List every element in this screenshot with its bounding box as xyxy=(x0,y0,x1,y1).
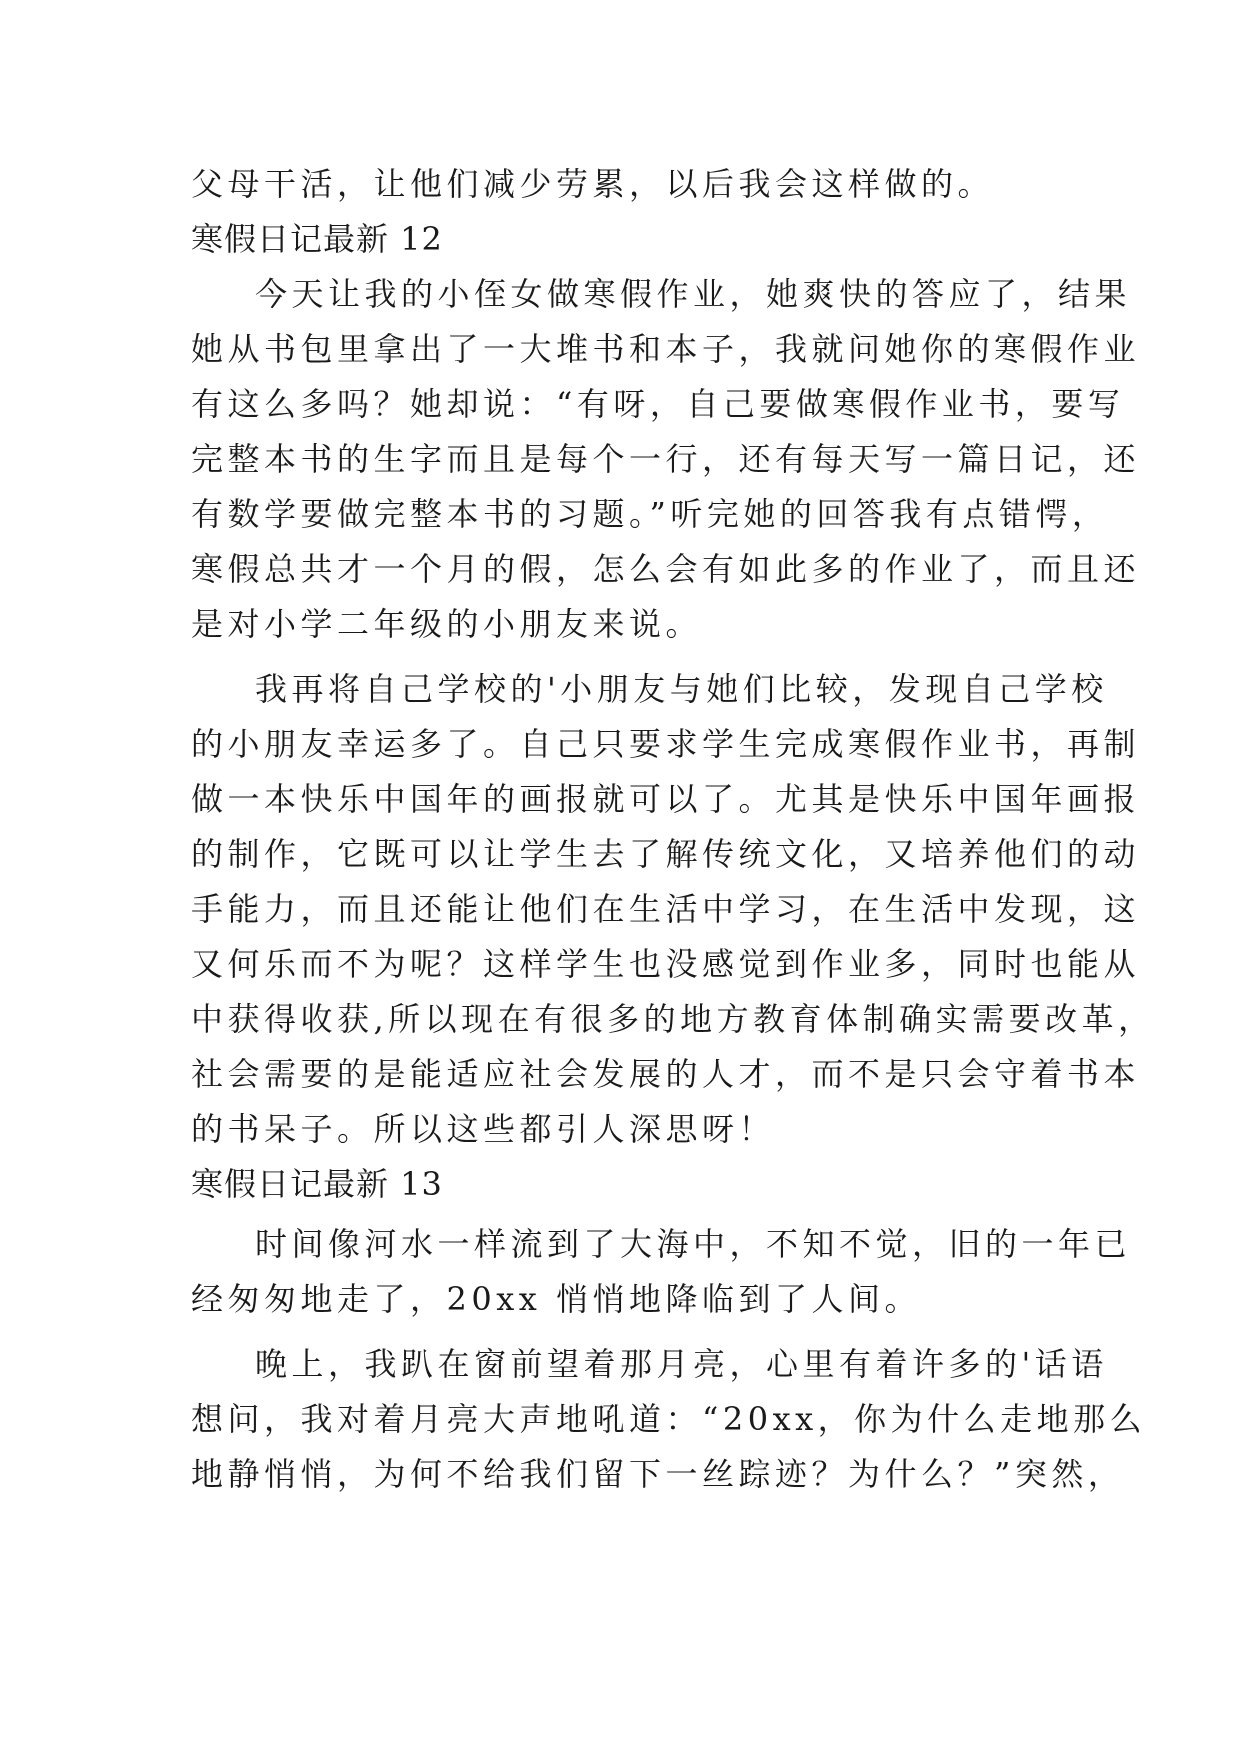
body-text-line: 的制作，它既可以让学生去了解传统文化，又培养他们的动 xyxy=(191,835,1141,873)
body-text-line: 中获得收获,所以现在有很多的地方教育体制确实需要改革， xyxy=(191,1000,1155,1038)
body-text-line: 寒假总共才一个月的假，怎么会有如此多的作业了，而且还 xyxy=(191,550,1141,588)
body-text-line: 又何乐而不为呢？这样学生也没感觉到作业多，同时也能从 xyxy=(191,945,1141,983)
body-text-line: 地静悄悄，为何不给我们留下一丝踪迹？为什么？”突然， xyxy=(191,1455,1125,1493)
paragraph-first-line: 时间像河水一样流到了大海中，不知不觉，旧的一年已 xyxy=(255,1225,1132,1263)
body-text-line: 做一本快乐中国年的画报就可以了。尤其是快乐中国年画报 xyxy=(191,780,1141,818)
body-text-line: 父母干活，让他们减少劳累，以后我会这样做的。 xyxy=(191,165,995,203)
body-text-line: 手能力，而且还能让他们在生活中学习，在生活中发现，这 xyxy=(191,890,1141,928)
section-heading: 寒假日记最新 12 xyxy=(191,220,443,258)
paragraph-first-line: 今天让我的小侄女做寒假作业，她爽快的答应了，结果 xyxy=(255,275,1132,313)
paragraph-first-line: 我再将自己学校的'小朋友与她们比较，发现自己学校 xyxy=(255,670,1108,708)
body-text-line: 的小朋友幸运多了。自己只要求学生完成寒假作业书，再制 xyxy=(191,725,1141,763)
body-text-line: 完整本书的生字而且是每个一行，还有每天写一篇日记，还 xyxy=(191,440,1141,478)
body-text-line: 有这么多吗？她却说：“有呀，自己要做寒假作业书，要写 xyxy=(191,385,1125,423)
body-text-line: 社会需要的是能适应社会发展的人才，而不是只会守着书本 xyxy=(191,1055,1141,1093)
body-text-line: 她从书包里拿出了一大堆书和本子，我就问她你的寒假作业 xyxy=(191,330,1141,368)
body-text-line: 想问，我对着月亮大声地吼道：“20xx，你为什么走地那么 xyxy=(191,1400,1147,1438)
body-text-line: 是对小学二年级的小朋友来说。 xyxy=(191,605,703,643)
body-text-line: 经匆匆地走了，20xx 悄悄地降临到了人间。 xyxy=(191,1280,921,1318)
body-text-line: 有数学要做完整本书的习题。”听完她的回答我有点错愕， xyxy=(191,495,1109,533)
paragraph-first-line: 晚上，我趴在窗前望着那月亮，心里有着许多的'话语 xyxy=(255,1345,1108,1383)
section-heading: 寒假日记最新 13 xyxy=(191,1165,443,1203)
body-text-line: 的书呆子。所以这些都引人深思呀！ xyxy=(191,1110,776,1148)
